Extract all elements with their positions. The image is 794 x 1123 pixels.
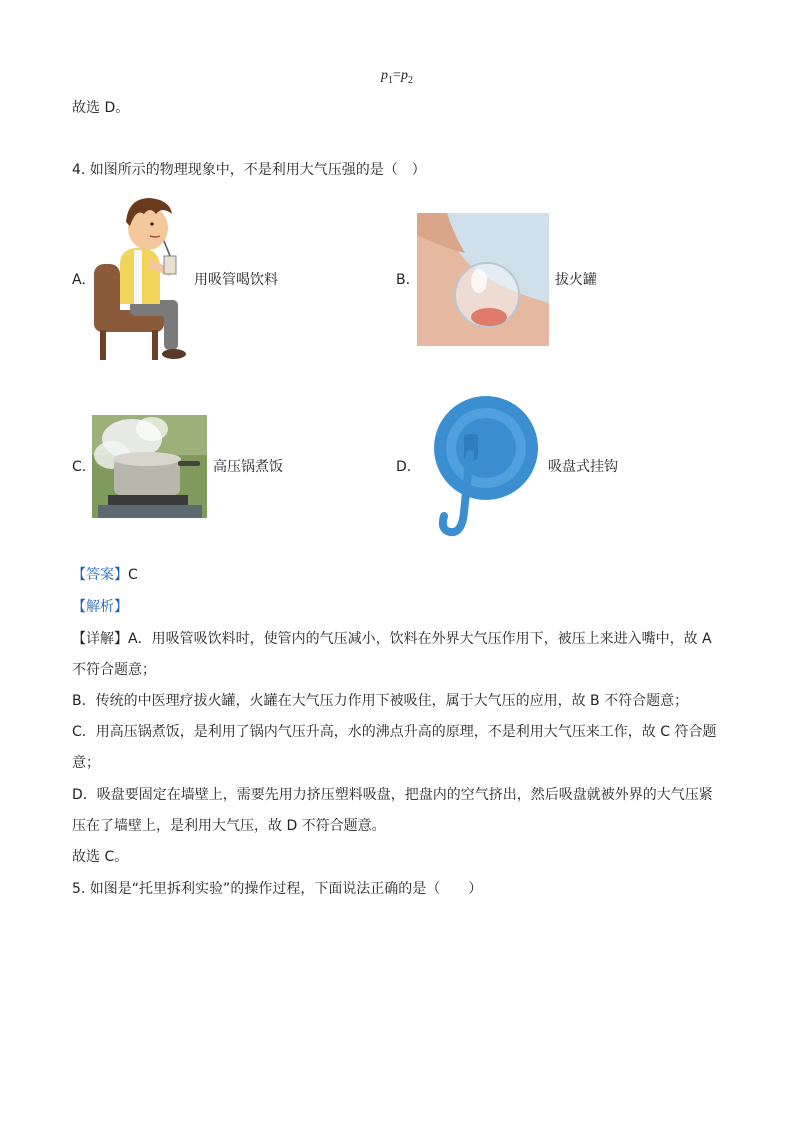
conclusion-line: 故选 C。 [72, 849, 129, 865]
detail-tag: 【详解】 [72, 631, 128, 647]
previous-answer: 故选 D。 [72, 100, 130, 116]
option-a-letter: A. [72, 272, 86, 288]
detail-line-1 [72, 629, 712, 649]
boy-drinking-straw-image [90, 192, 190, 364]
formula-rhs: p [400, 68, 408, 83]
detail-line-3: B．传统的中医理疗拔火罐，火罐在大气压力作用下被吸住，属于大气压的应用，故 B 不符合题意； [72, 693, 689, 709]
detail-line-2: 不符合题意； [72, 662, 156, 678]
formula-lhs-sub: 1 [388, 74, 394, 86]
formula-lhs: p [381, 68, 389, 83]
fire-cupping-image [417, 213, 549, 346]
answer-line [72, 565, 138, 585]
formula-eq: = [393, 68, 401, 83]
question-5-stem: 5. 如图是“托里拆利实验”的操作过程，下面说法正确的是（ ） [72, 881, 483, 897]
suction-cup-hook-image [416, 392, 538, 542]
answer-value: C [128, 567, 138, 583]
option-a-caption: 用吸管喝饮料 [194, 272, 278, 288]
option-d-letter: D. [396, 459, 412, 475]
formula-p1-equals-p2 [0, 68, 794, 86]
option-d-caption: 吸盘式挂钩 [548, 459, 618, 475]
detail-line-6: D．吸盘要固定在墙壁上，需要先用力挤压塑料吸盘，把盘内的空气挤出，然后吸盘就被外界的大气压紧 [72, 787, 713, 803]
option-b-caption: 拔火罐 [555, 272, 597, 288]
detail-line-7: 压在了墙壁上，是利用大气压，故 D 不符合题意。 [72, 818, 386, 834]
analysis-tag-text: 【解析】 [72, 599, 128, 615]
question-4-stem: 4. 如图所示的物理现象中，不是利用大气压强的是（ ） [72, 162, 426, 178]
formula-rhs-sub: 2 [407, 74, 413, 86]
option-b-letter: B. [396, 272, 411, 288]
analysis-tag [72, 597, 128, 617]
option-c-caption: 高压锅煮饭 [213, 459, 283, 475]
detail-line-4: C．用高压锅煮饭，是利用了锅内气压升高，水的沸点升高的原理，不是利用大气压来工作，故 C 符合题 [72, 724, 717, 740]
detail-text-1: A．用吸管吸饮料时，使管内的气压减小，饮料在外界大气压作用下，被压上来进入嘴中，故 A [128, 631, 712, 647]
pressure-cooker-image [92, 415, 207, 518]
answer-tag: 【答案】 [72, 567, 128, 583]
detail-line-5: 意； [72, 755, 100, 771]
option-c-letter: C. [72, 459, 87, 475]
